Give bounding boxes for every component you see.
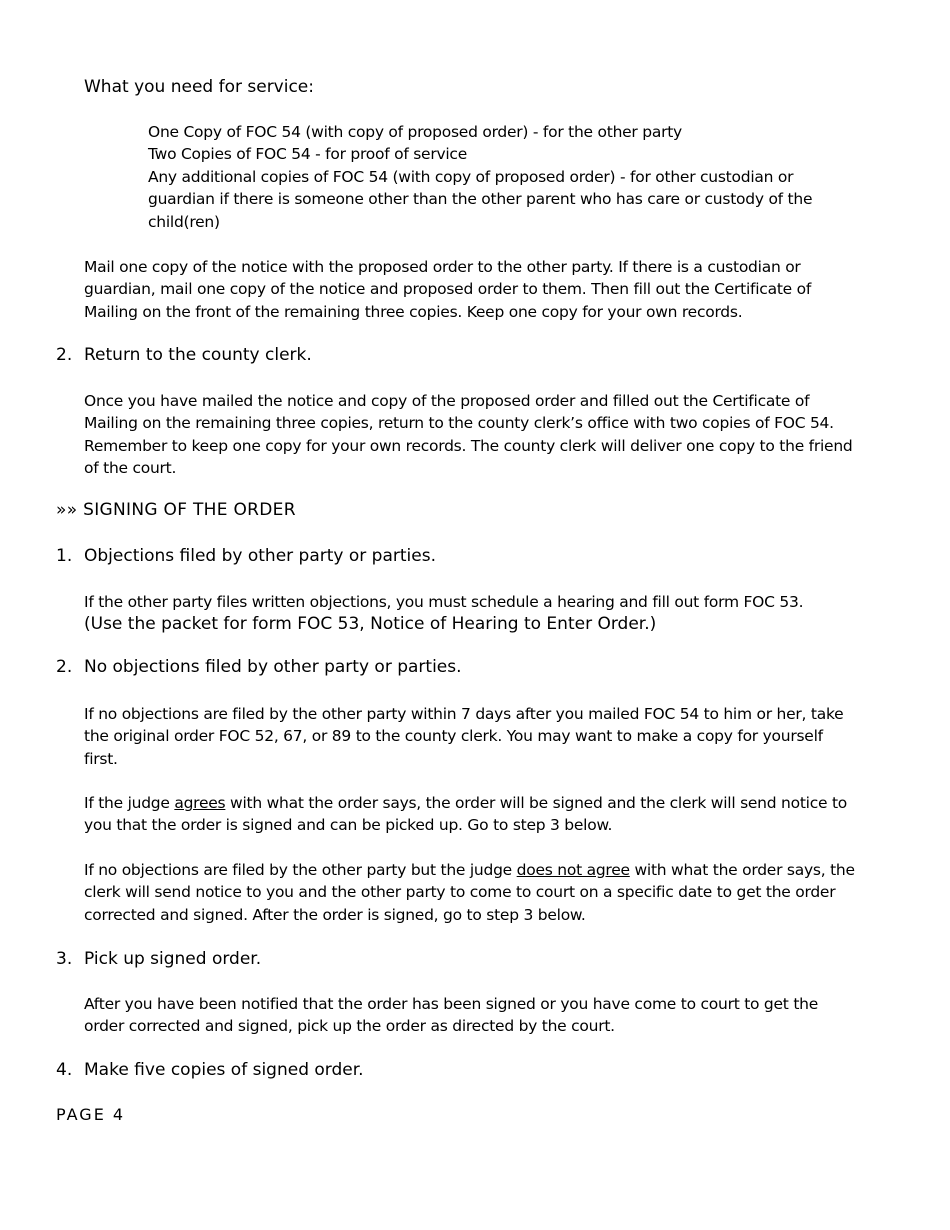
paragraph-line: Remember to keep one copy for your own records. The county clerk will deliver one copy to the friend xyxy=(84,436,853,455)
paragraph-line: Mail one copy of the notice with the proposed order to the other party. If there is a custodian or xyxy=(84,258,801,276)
paragraph-line: If the other party files written objections, you must schedule a hearing and fill out form FOC 53. xyxy=(84,593,804,611)
paragraph-line: order corrected and signed, pick up the order as directed by the court. xyxy=(84,1017,615,1036)
paragraph-line: After you have been notified that the order has been signed or you have come to court to get the xyxy=(84,995,819,1013)
underlined-text: does not agree xyxy=(516,861,630,879)
text-run: with what the order says, the order will be signed and the clerk will send notice to xyxy=(225,794,848,812)
paragraph-line: If no objections are filed by the other party within 7 days after you mailed FOC 54 to him or her, take xyxy=(84,705,844,723)
service-item: guardian if there is someone other than the other parent who has care or custody of the xyxy=(148,190,813,209)
service-item: One Copy of FOC 54 (with copy of proposed order) - for the other party xyxy=(148,123,682,141)
step-number: 4. xyxy=(56,1060,73,1080)
step-number: 2. xyxy=(56,345,73,365)
paragraph-line: guardian, mail one copy of the notice and proposed order to them. Then fill out the Certificate of xyxy=(84,280,812,299)
paragraph-line: the original order FOC 52, 67, or 89 to the county clerk. You may want to make a copy for yourself xyxy=(84,727,823,746)
step-title: Return to the county clerk. xyxy=(84,345,312,365)
paragraph-line: corrected and signed. After the order is signed, go to step 3 below. xyxy=(84,905,586,924)
no-objections-paragraph-3 xyxy=(84,859,855,926)
return-instructions xyxy=(84,390,853,480)
paragraph-line: of the court. xyxy=(84,459,177,478)
paragraph-line: Mailing on the remaining three copies, return to the county clerk’s office with two copies of FOC 54. xyxy=(84,414,834,433)
service-heading: What you need for service: xyxy=(84,77,314,97)
service-item: Any additional copies of FOC 54 (with copy of proposed order) - for other custodian or xyxy=(148,167,794,186)
underlined-text: agrees xyxy=(174,794,226,812)
service-item: child(ren) xyxy=(148,212,220,231)
no-objections-paragraph-1 xyxy=(84,703,843,770)
step-number: 1. xyxy=(56,546,73,566)
paragraph-line: you that the order is signed and can be picked up. Go to step 3 below. xyxy=(84,816,613,835)
paragraph-line: Mailing on the front of the remaining three copies. Keep one copy for your own records. xyxy=(84,302,743,321)
paragraph-line xyxy=(84,859,855,881)
step-number: 2. xyxy=(56,657,73,677)
step-title: Make five copies of signed order. xyxy=(84,1060,364,1080)
text-run: with what the order says, the xyxy=(629,861,855,879)
pickup-instructions xyxy=(84,993,818,1038)
step-title: Objections filed by other party or parties. xyxy=(84,546,436,566)
service-item: Two Copies of FOC 54 - for proof of service xyxy=(148,145,467,164)
page-number: PAGE 4 xyxy=(56,1105,126,1124)
paragraph-line: (Use the packet for form FOC 53, Notice of Hearing to Enter Order.) xyxy=(84,614,657,635)
step-title: Pick up signed order. xyxy=(84,949,262,969)
no-objections-paragraph-2 xyxy=(84,792,847,837)
mail-instructions xyxy=(84,256,811,323)
text-run: If no objections are filed by the other party but the judge xyxy=(84,861,517,879)
paragraph-line xyxy=(84,792,847,814)
paragraph-line: Once you have mailed the notice and copy of the proposed order and filled out the Certificate of xyxy=(84,392,810,410)
step-title: No objections filed by other party or parties. xyxy=(84,657,462,677)
service-items-list xyxy=(148,121,812,233)
objections-instructions xyxy=(84,591,803,635)
paragraph-line: clerk will send notice to you and the other party to come to court on a specific date to get the order xyxy=(84,883,836,902)
paragraph-line: first. xyxy=(84,749,118,768)
text-run: If the judge xyxy=(84,794,175,812)
section-heading: »» SIGNING OF THE ORDER xyxy=(56,500,296,520)
step-number: 3. xyxy=(56,949,73,969)
